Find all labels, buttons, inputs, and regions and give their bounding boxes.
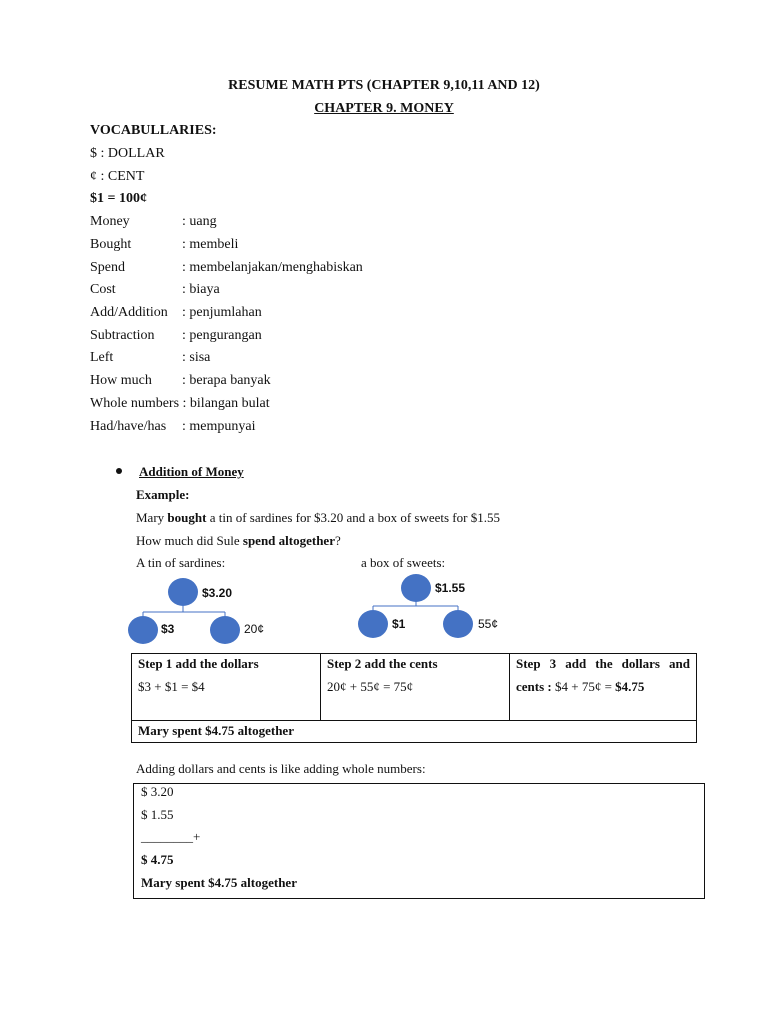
column-result: $ 4.75 [141, 852, 174, 867]
step-3-cell [510, 654, 697, 721]
step-3-result: $4.75 [615, 679, 645, 694]
step-3-work [516, 679, 690, 695]
example-label: Example: [136, 487, 190, 502]
step-1-cell [132, 654, 321, 721]
step-3-label: cents : [516, 679, 555, 694]
box-dollar-value: $1 [392, 617, 406, 631]
box-total-node [401, 574, 431, 602]
tin-dollar-node [128, 616, 158, 644]
vocab-term: Had/have/has [90, 419, 167, 434]
tin-dollar-value: $3 [161, 622, 175, 636]
column-line-1: $ 3.20 [141, 784, 174, 799]
column-intro: Adding dollars and cents is like adding whole numbers: [136, 761, 426, 776]
vocab-definition: : berapa banyak [182, 373, 271, 388]
summary-row [132, 721, 697, 743]
vocab-term: How much [90, 373, 152, 388]
vocab-term: Add/Addition [90, 305, 168, 320]
vocab-equivalence: $1 = 100¢ [90, 191, 147, 206]
vocab-definition: : pengurangan [182, 328, 262, 343]
step-1-title: Step 1 add the dollars [138, 656, 259, 671]
tin-total-node [168, 578, 198, 606]
column-line-2: $ 1.55 [141, 807, 174, 822]
vocab-definition: : penjumlahan [182, 305, 262, 320]
column-summary: Mary spent $4.75 altogether [141, 875, 297, 890]
vocab-term: Bought [90, 237, 132, 252]
steps-table [131, 653, 697, 743]
chapter-heading-text: CHAPTER 9. MONEY [314, 101, 454, 116]
box-dollar-node [358, 610, 388, 638]
vocab-dollar: $ : DOLLAR [90, 146, 165, 161]
step-2-title: Step 2 add the cents [327, 656, 438, 671]
step-1-work: $3 + $1 = $4 [138, 679, 205, 694]
section-heading: Addition of Money [139, 464, 244, 479]
vocab-term: Cost [90, 282, 116, 297]
document-title: RESUME MATH PTS (CHAPTER 9,10,11 AND 12) [228, 78, 540, 93]
step-3-title: Step 3 add the dollars and [516, 656, 690, 671]
question-text: ? [334, 533, 341, 548]
tin-total-value: $3.20 [202, 586, 233, 600]
vocab-term: Left [90, 350, 114, 365]
vocab-definition: : mempunyai [182, 419, 256, 434]
vocab-definition: : biaya [182, 282, 220, 297]
steps-summary: Mary spent $4.75 altogether [132, 721, 697, 743]
column-addition-box [133, 783, 705, 899]
vocab-definition: : membeli [182, 237, 239, 252]
vocab-cent: ¢ : CENT [90, 169, 145, 184]
box-cents-node [443, 610, 473, 638]
tin-cents-value: 20¢ [244, 622, 265, 636]
steps-row [132, 654, 697, 721]
question-emphasis: spend altogether [242, 533, 335, 548]
vocab-definition: : sisa [182, 350, 211, 365]
step-3-expression: $4 + 75¢ = [555, 679, 616, 694]
question-text: a tin of sardines for $3.20 and a box of sweets for $1.55 [206, 510, 500, 525]
vocab-heading: VOCABULLARIES: [90, 123, 217, 138]
box-cents-value: 55¢ [478, 617, 499, 631]
column-underline: ________+ [141, 829, 201, 844]
vocab-term: Subtraction [90, 328, 155, 343]
box-label: a box of sweets: [361, 555, 446, 570]
tin-label: A tin of sardines: [136, 555, 226, 570]
box-total-value: $1.55 [435, 581, 466, 595]
step-2-work: 20¢ + 55¢ = 75¢ [327, 679, 414, 694]
question-text: How much did Sule [136, 533, 243, 548]
vocab-definition: : membelanjakan/menghabiskan [182, 260, 363, 275]
tin-cents-node [210, 616, 240, 644]
question-emphasis: bought [167, 510, 207, 525]
vocab-term: Money [90, 214, 130, 229]
vocab-whole-numbers: Whole numbers : bilangan bulat [90, 396, 270, 411]
question-text: Mary [136, 510, 168, 525]
vocab-term: Spend [90, 260, 125, 275]
step-2-cell [321, 654, 510, 721]
vocab-definition: : uang [182, 214, 217, 229]
